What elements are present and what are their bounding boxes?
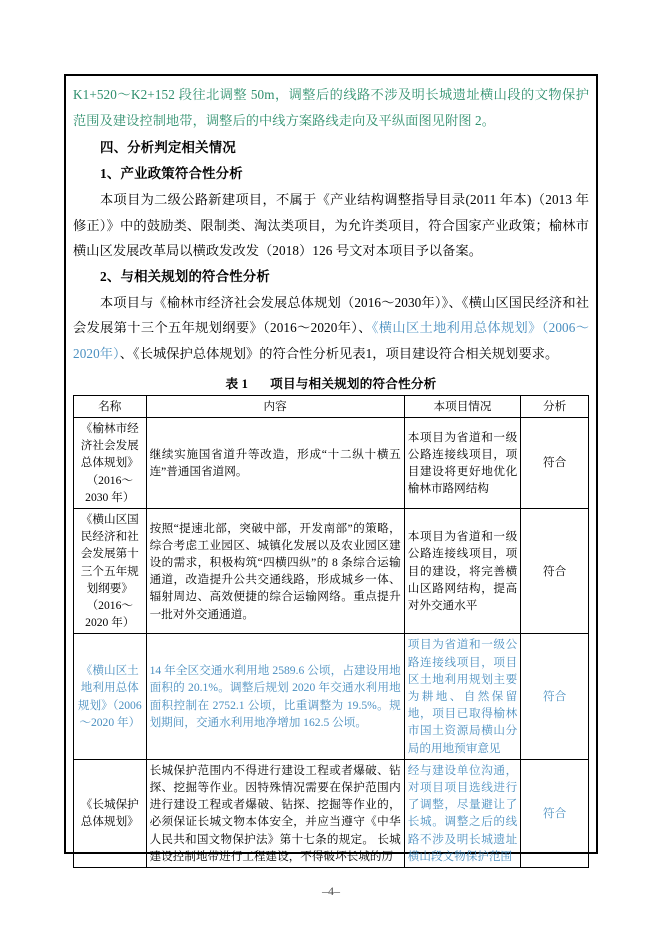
cell-analysis: 符合 [521,634,589,759]
paragraph-industrial-policy: 本项目为二级公路新建项目，不属于《产业结构调整指导目录(2011 年本)（2013 年修正）》中的鼓励类、限制类、淘汰类项目，为允许类项目，符合国家产业政策；榆林市横山区发展改革局以横政发改发（2018）126 号文对本项目予以备案。 [73,192,589,258]
table-header [74,396,589,418]
table-body [74,418,589,868]
plan-text-part-two: 、《长城保护总体规划》的符合性分析见表1，项目建设符合相关规划要求。 [119,345,559,361]
table-row [74,759,589,867]
cell-name: 《横山区国民经济和社会发展第十三个五年规划纲要》（2016～2020 年） [74,509,147,634]
cell-content: 按照“提速北部，突破中部，开发南部”的策略，综合考虑工业园区、城镇化发展以及农业园区建设的需求，积极构筑“四横四纵”的 8 条综合运输通道，改造提升公共交通线路，形成城乡一体、辐射周边、高效便捷的综合运输网络。重点提升一批对外交通通道。 [146,509,404,634]
cell-content: 长城保护范围内不得进行建设工程或者爆破、钻探、挖掘等作业。因特殊情况需要在保护范围内进行建设工程或者爆破、钻探、挖掘等作业的，必须保证长城文物本体安全，并应当遵守《中华人民共和国文物保护法》第十七条的规定。 长城建设控制地带进行工程建设，不得破坏长城的历 [146,759,404,867]
cell-name: 《长城保护总体规划》 [74,759,147,867]
page-content [66,76,596,863]
table-caption-number: 表 1 [225,377,249,391]
page-number: –4– [322,884,340,898]
table-header-row [74,396,589,418]
plan-text-highlight: 《横山区土地利用总体规划》（2006～2020年） [73,320,590,361]
heading-subsection-two: 2、与相关规划的符合性分析 [100,268,270,284]
cell-analysis: 符合 [521,759,589,867]
column-header-content: 内容 [146,396,404,418]
column-header-project: 本项目情况 [404,396,521,418]
paragraph-plan-compliance [73,290,589,367]
heading-section-four: 四、分析判定相关情况 [100,140,236,155]
column-header-name: 名称 [74,396,147,418]
table-caption [73,373,589,392]
cell-name: 《横山区土地利用总体规划》（2006～2020 年） [74,634,147,759]
cell-name: 《榆林市经济社会发展总体规划》（2016～2030 年） [74,418,147,509]
cell-analysis: 符合 [521,509,589,634]
table-row [74,634,589,759]
table-row [74,509,589,634]
cell-project: 项目为省道和一级公路连接线项目，项目区土地利用规划主要为耕地、自然保留地，项目已取得榆林市国土资源局横山分局的用地预审意见 [404,634,521,759]
table-caption-title: 项目与相关规划的符合性分析 [270,377,437,391]
plan-compliance-table [73,395,589,868]
cell-project: 本项目为省道和一级公路连接线项目，项目建设将更好地优化榆林市路网结构 [404,418,521,509]
cell-project: 经与建设单位沟通，对项目项目选线进行了调整，尽量避让了长城。调整之后的线路不涉及明长城遗址横山段文物保护范围 [404,759,521,867]
plan-text-part-one: 本项目与《榆林市经济社会发展总体规划（2016～2030年）》、《横山区国民经济和社会发展第十三个五年规划纲要》（2016～2020年）、 [73,294,589,335]
table-row [74,418,589,509]
cell-content: 继续实施国省道升等改造，形成“十二纵十横五连”普通国省道网。 [146,418,404,509]
heading-subsection-one: 1、产业政策符合性分析 [100,166,243,181]
column-header-analysis: 分析 [521,396,589,418]
top-paragraph: K1+520～K2+152 段往北调整 50m，调整后的线路不涉及明长城遗址横山段的文物保护范围及建设控制地带，调整后的中线方案路线走向及平纵面图见附图 2。 [73,87,589,128]
cell-analysis: 符合 [521,418,589,509]
page-frame [64,74,598,863]
cell-project: 本项目为省道和一级公路连接线项目，项目的建设，将完善横山区路网结构，提高对外交通水平 [404,509,521,634]
cell-content: 14 年全区交通水利用地 2589.6 公顷，占建设用地面积的 20.1%。调整后规划 2020 年交通水利用地面积控制在 2752.1 公顷，比重调整为 19.5%。规划期间，交通水利用地净增加 162.5 公顷。 [146,634,404,759]
